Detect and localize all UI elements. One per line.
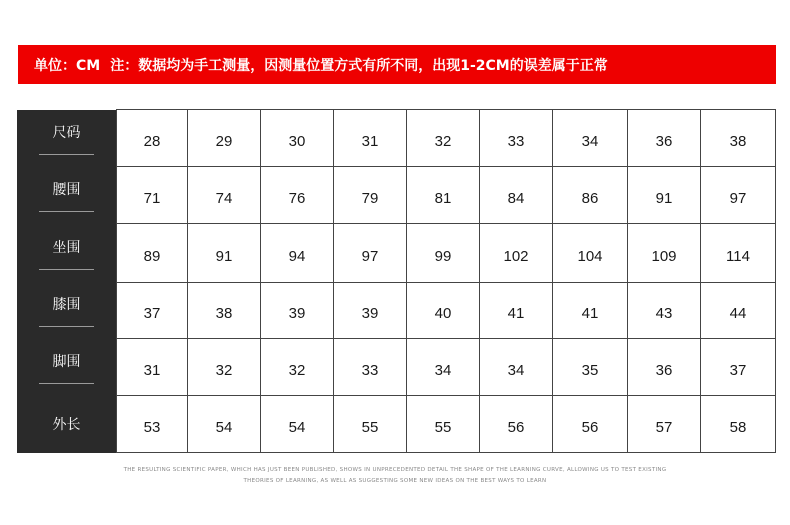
size-chart-table [17, 109, 776, 453]
table-cell: 97 [701, 167, 776, 224]
table-cell: 36 [628, 110, 701, 167]
table-cell: 34 [480, 339, 553, 396]
row-label-text: 尺码 [39, 122, 94, 155]
notice-banner [18, 45, 776, 84]
table-cell: 99 [407, 224, 480, 283]
table-cell: 34 [407, 339, 480, 396]
footer-caption [0, 465, 790, 487]
table-row [17, 110, 776, 167]
table-cell: 32 [188, 339, 261, 396]
table-cell: 114 [701, 224, 776, 283]
table-cell: 31 [117, 339, 188, 396]
table-cell: 91 [628, 167, 701, 224]
table-cell: 57 [628, 396, 701, 453]
table-cell: 29 [188, 110, 261, 167]
table-cell: 109 [628, 224, 701, 283]
table-cell: 40 [407, 283, 480, 339]
table-cell: 36 [628, 339, 701, 396]
row-label [17, 110, 117, 167]
table-cell: 104 [553, 224, 628, 283]
table-cell: 44 [701, 283, 776, 339]
table-cell: 89 [117, 224, 188, 283]
table-cell: 79 [334, 167, 407, 224]
table-cell: 34 [553, 110, 628, 167]
table-cell: 91 [188, 224, 261, 283]
table-cell: 54 [261, 396, 334, 453]
table-cell: 33 [480, 110, 553, 167]
row-label [17, 283, 117, 339]
table-cell: 56 [480, 396, 553, 453]
row-label [17, 396, 117, 453]
table-cell: 74 [188, 167, 261, 224]
table-cell: 76 [261, 167, 334, 224]
table-cell: 30 [261, 110, 334, 167]
table-cell: 41 [480, 283, 553, 339]
table-cell: 28 [117, 110, 188, 167]
table-row [17, 283, 776, 339]
table-cell: 37 [701, 339, 776, 396]
row-label [17, 167, 117, 224]
row-label-text: 坐围 [39, 237, 94, 270]
table-cell: 37 [117, 283, 188, 339]
table-cell: 43 [628, 283, 701, 339]
table-cell: 38 [188, 283, 261, 339]
table-row [17, 224, 776, 283]
table-row [17, 339, 776, 396]
row-label-text: 膝围 [39, 294, 94, 327]
table-cell: 94 [261, 224, 334, 283]
footer-line-2: THEORIES OF LEARNING, AS WELL AS SUGGESTING SOME NEW IDEAS ON THE BEST WAYS TO LEARN [243, 478, 547, 484]
table-cell: 53 [117, 396, 188, 453]
table-cell: 54 [188, 396, 261, 453]
table-cell: 33 [334, 339, 407, 396]
table-cell: 55 [407, 396, 480, 453]
table-cell: 38 [701, 110, 776, 167]
table-cell: 35 [553, 339, 628, 396]
table-cell: 31 [334, 110, 407, 167]
table-cell: 81 [407, 167, 480, 224]
table-cell: 39 [334, 283, 407, 339]
row-label-text: 外长 [52, 416, 81, 432]
row-label [17, 224, 117, 283]
table-cell: 56 [553, 396, 628, 453]
footer-line-1: THE RESULTING SCIENTIFIC PAPER, WHICH HAS JUST BEEN PUBLISHED, SHOWS IN UNPRECEDENTED DETAIL THE SHAPE OF THE LEARNING CURVE, ALLOWING US TO TEST EXISTING [123, 467, 667, 473]
table-cell: 32 [261, 339, 334, 396]
row-label-text: 脚围 [39, 351, 94, 384]
table-cell: 39 [261, 283, 334, 339]
measurement-note: 注：数据均为手工测量，因测量位置方式有所不同，出现1-2CM的误差属于正常 [110, 57, 608, 74]
table-cell: 86 [553, 167, 628, 224]
table-cell: 55 [334, 396, 407, 453]
table-cell: 58 [701, 396, 776, 453]
table-cell: 84 [480, 167, 553, 224]
table-cell: 71 [117, 167, 188, 224]
table-row [17, 396, 776, 453]
table-cell: 41 [553, 283, 628, 339]
table-row [17, 167, 776, 224]
unit-label: 单位：CM [34, 57, 101, 74]
table-cell: 102 [480, 224, 553, 283]
table-cell: 32 [407, 110, 480, 167]
table-cell: 97 [334, 224, 407, 283]
row-label [17, 339, 117, 396]
row-label-text: 腰围 [39, 179, 94, 212]
